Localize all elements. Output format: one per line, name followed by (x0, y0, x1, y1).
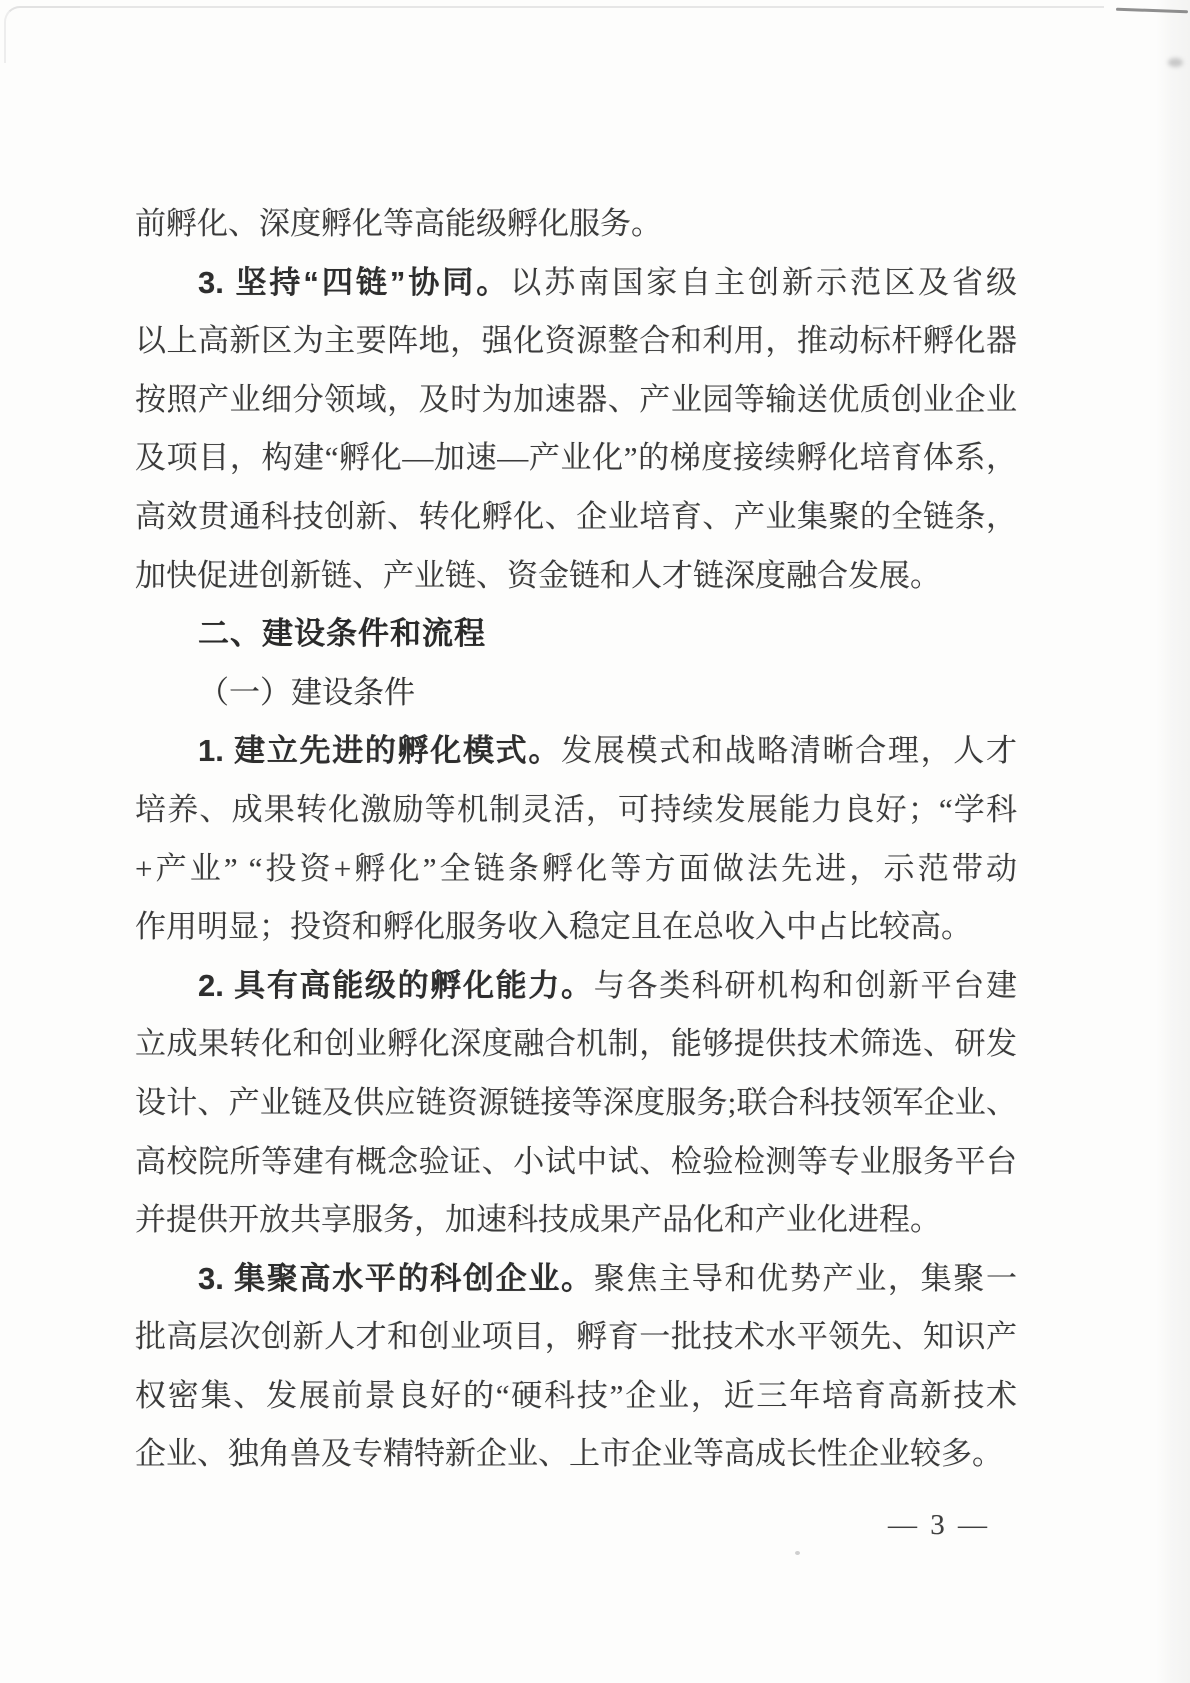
text-segment: 以苏南国家自主创新示范区及省级 (510, 264, 1018, 300)
text-segment: 及项目，构建“孵化—加速—产业化”的梯度接续孵化培育体系， (135, 440, 1017, 476)
scan-smudge-artifact (1168, 58, 1183, 67)
text-segment: 并提供开放共享服务，加速科技成果产品化和产业化进程。 (135, 1202, 941, 1238)
text-line (135, 547, 1017, 606)
scan-edge-right-band-artifact (1156, 0, 1190, 1683)
text-segment: 以上高新区为主要阵地，强化资源整合和利用，推动标杆孵化器 (135, 323, 1017, 359)
text-line (135, 1133, 1017, 1192)
text-segment: 与各类科研机构和创新平台建 (593, 967, 1017, 1003)
text-segment: 聚焦主导和优势产业，集聚一 (593, 1260, 1017, 1296)
text-line (135, 1367, 1017, 1426)
text-line (135, 1191, 1017, 1250)
text-line (135, 312, 1017, 371)
text-segment: 1. 建立先进的孵化模式。 (198, 733, 562, 769)
text-segment: 按照产业细分领域，及时为加速器、产业园等输送优质创业企业 (135, 381, 1017, 417)
text-line (135, 664, 1017, 723)
scan-speck-artifact (795, 1551, 800, 1555)
text-segment: 加快促进创新链、产业链、资金链和人才链深度融合发展。 (135, 557, 941, 593)
text-line (135, 429, 1017, 488)
text-line (135, 722, 1017, 781)
text-segment: 2. 具有高能级的孵化能力。 (198, 967, 594, 1003)
text-segment: 发展模式和战略清晰合理，人才 (561, 733, 1017, 769)
text-segment: 二、建设条件和流程 (198, 616, 486, 652)
text-line (135, 254, 1017, 313)
text-segment: 作用明显；投资和孵化服务收入稳定且在总收入中占比较高。 (135, 909, 972, 945)
text-segment: 立成果转化和创业孵化深度融合机制，能够提供技术筛选、研发 (135, 1026, 1017, 1062)
text-line (135, 781, 1017, 840)
text-line (135, 957, 1017, 1016)
scan-edge-top-line-artifact (80, 6, 1104, 8)
text-line (135, 1308, 1017, 1367)
text-line (135, 1250, 1017, 1309)
document-body (135, 195, 1017, 1484)
text-segment: 权密集、发展前景良好的“硬科技”企业，近三年培育高新技术 (135, 1377, 1017, 1413)
text-line (135, 1425, 1017, 1484)
text-segment: 3. 集聚高水平的科创企业。 (198, 1260, 594, 1296)
text-line (135, 605, 1017, 664)
text-segment: +产业” “投资+孵化”全链条孵化等方面做法先进，示范带动 (135, 850, 1017, 886)
text-line (135, 488, 1017, 547)
text-segment: 企业、独角兽及专精特新企业、上市企业等高成长性企业较多。 (135, 1436, 1003, 1472)
text-segment: 高效贯通科技创新、转化孵化、企业培育、产业集聚的全链条， (135, 498, 1017, 534)
page-number: — 3 — (888, 1509, 990, 1541)
text-segment: 设计、产业链及供应链资源链接等深度服务;联合科技领军企业、 (135, 1084, 1017, 1120)
text-line (135, 1015, 1017, 1074)
text-line (135, 371, 1017, 430)
text-segment: 前孵化、深度孵化等高能级孵化服务。 (135, 206, 662, 241)
text-line (135, 195, 1017, 254)
text-segment: （一）建设条件 (198, 674, 415, 710)
text-segment: 3. 坚持“四链”协同。 (198, 264, 511, 300)
text-line (135, 898, 1017, 957)
text-line (135, 840, 1017, 899)
text-segment: 批高层次创新人才和创业项目，孵育一批技术水平领先、知识产 (135, 1319, 1017, 1355)
scan-edge-top-left-artifact (4, 6, 96, 63)
text-segment: 高校院所等建有概念验证、小试中试、检验检测等专业服务平台 (135, 1143, 1017, 1179)
text-segment: 培养、成果转化激励等机制灵活，可持续发展能力良好；“学科 (135, 791, 1017, 827)
text-line (135, 1074, 1017, 1133)
